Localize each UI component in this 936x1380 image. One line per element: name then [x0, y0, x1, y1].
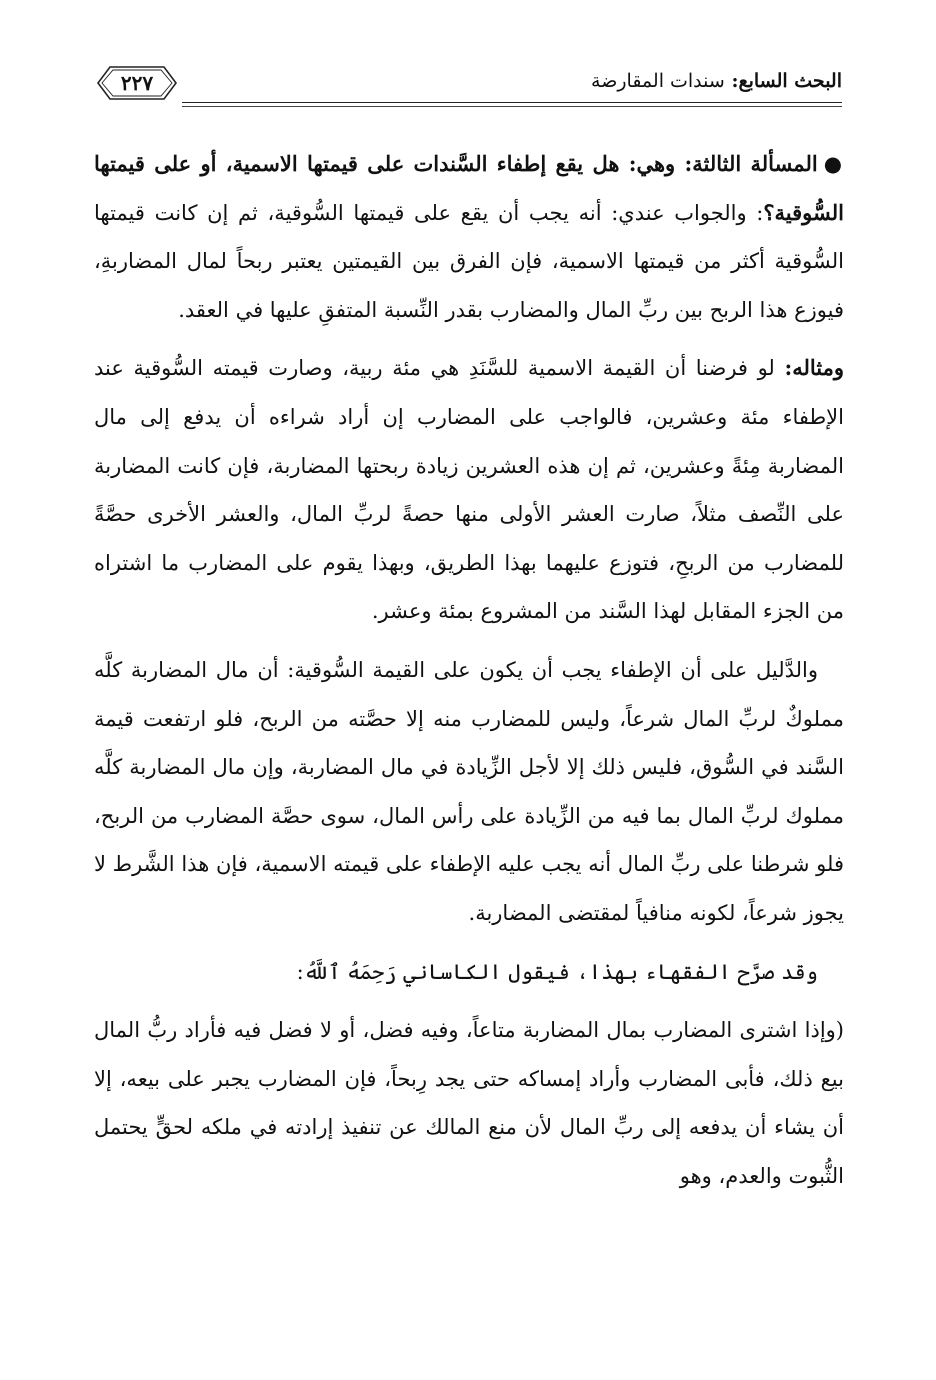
paragraph-kasani-intro: [94, 948, 844, 997]
paragraph-quotation: [94, 1006, 844, 1200]
header-rule-thin: [182, 106, 842, 107]
chapter-label: البحث السابع:: [731, 70, 842, 92]
evidence-text: والدَّليل على أن الإطفاء يجب أن يكون على القيمة السُّوقية: أن مال المضاربة كلَّه مملوكٌ لربِّ المال شرعاً، وليس للمضارب منه إلا حصَّته من الربح، فلو ارتفعت قيمة السَّند في السُّوق، فليس ذلك إلا لأجل الزِّيادة في مال المضاربة، وإن مال المضاربة كلَّه مملوك لربِّ المال بما فيه من الزِّيادة على رأس المال، سوى حصَّة المضارب من الربح، فلو شرطنا على ربِّ المال أنه يجب عليه الإطفاء على قيمته الاسمية، فإن هذا الشَّرط لا يجوز شرعاً، لكونه منافياً لمقتضى المضاربة.: [94, 657, 844, 925]
header-rule: [182, 102, 842, 103]
paragraph-example: [94, 344, 844, 636]
page-number-frame: [96, 64, 178, 102]
paragraph-question-three: [94, 140, 844, 334]
page-number: ٢٢٧: [120, 71, 154, 95]
kasani-intro-text: وقد صرَّح الفقهاء بهذا، فيقول الكاساني رَحِمَهُ ٱللَّهُ:: [296, 959, 818, 984]
running-title: [591, 70, 842, 92]
question-heading: المسألة الثالثة: وهي: هل يقع إطفاء السَّندات على قيمتها الاسمية، أو على قيمتها السُّوقية؟: [94, 151, 844, 225]
paragraph-evidence: [94, 646, 844, 938]
page-header: [96, 64, 842, 108]
quotation-text: (وإذا اشترى المضارب بمال المضاربة متاعاً، وفيه فضل، أو لا فضل فيه فأراد ربُّ المال بيع ذلك، فأبى المضارب وأراد إمساكه حتى يجد رِبحاً، فإن المضارب يجبر على بيعه، إلا أن يشاء أن يدفعه إلى ربِّ المال لأن منع المالك عن تنفيذ إرادته في ملكه لحقٍّ يحتمل الثُّبوت والعدم، وهو: [94, 1018, 844, 1188]
section-title: سندات المقارضة: [591, 70, 725, 92]
example-label: ومثاله:: [784, 355, 844, 381]
example-text: لو فرضنا أن القيمة الاسمية للسَّنَدِ هي مئة ربية، وصارت قيمته السُّوقية عند الإطفاء مئة وعشرين، فالواجب على المضارب إن أراد شراءه أن يدفع إلى مال المضاربة مِئةً وعشرين، ثم إن هذه العشرين زيادة ربحتها المضاربة، فإن كانت المضاربة على النِّصف مثلاً، صارت العشر الأولى منها حصةً لربِّ المال، والعشر الأخرى حصَّةً للمضارب من الربحِ، فتوزع عليهما بهذا الطريق، وبهذا يقوم على المضارب ما اشتراه من الجزء المقابل لهذا السَّند من المشروع بمئة وعشر.: [94, 356, 844, 624]
body-text: [94, 140, 844, 1210]
bullet-icon: ●: [823, 151, 845, 176]
question-answer: : والجواب عندي: أنه يجب أن يقع على قيمتها السُّوقية، ثم إن كانت قيمتها السُّوقية أكثر من قيمتها الاسمية، فإن الفرق بين القيمتين يعتبر ربحاً لمال المضاربةِ، فيوزع هذا الربح بين ربِّ المال والمضارب بقدر النِّسبة المتفقِ عليها في العقد.: [94, 200, 844, 322]
